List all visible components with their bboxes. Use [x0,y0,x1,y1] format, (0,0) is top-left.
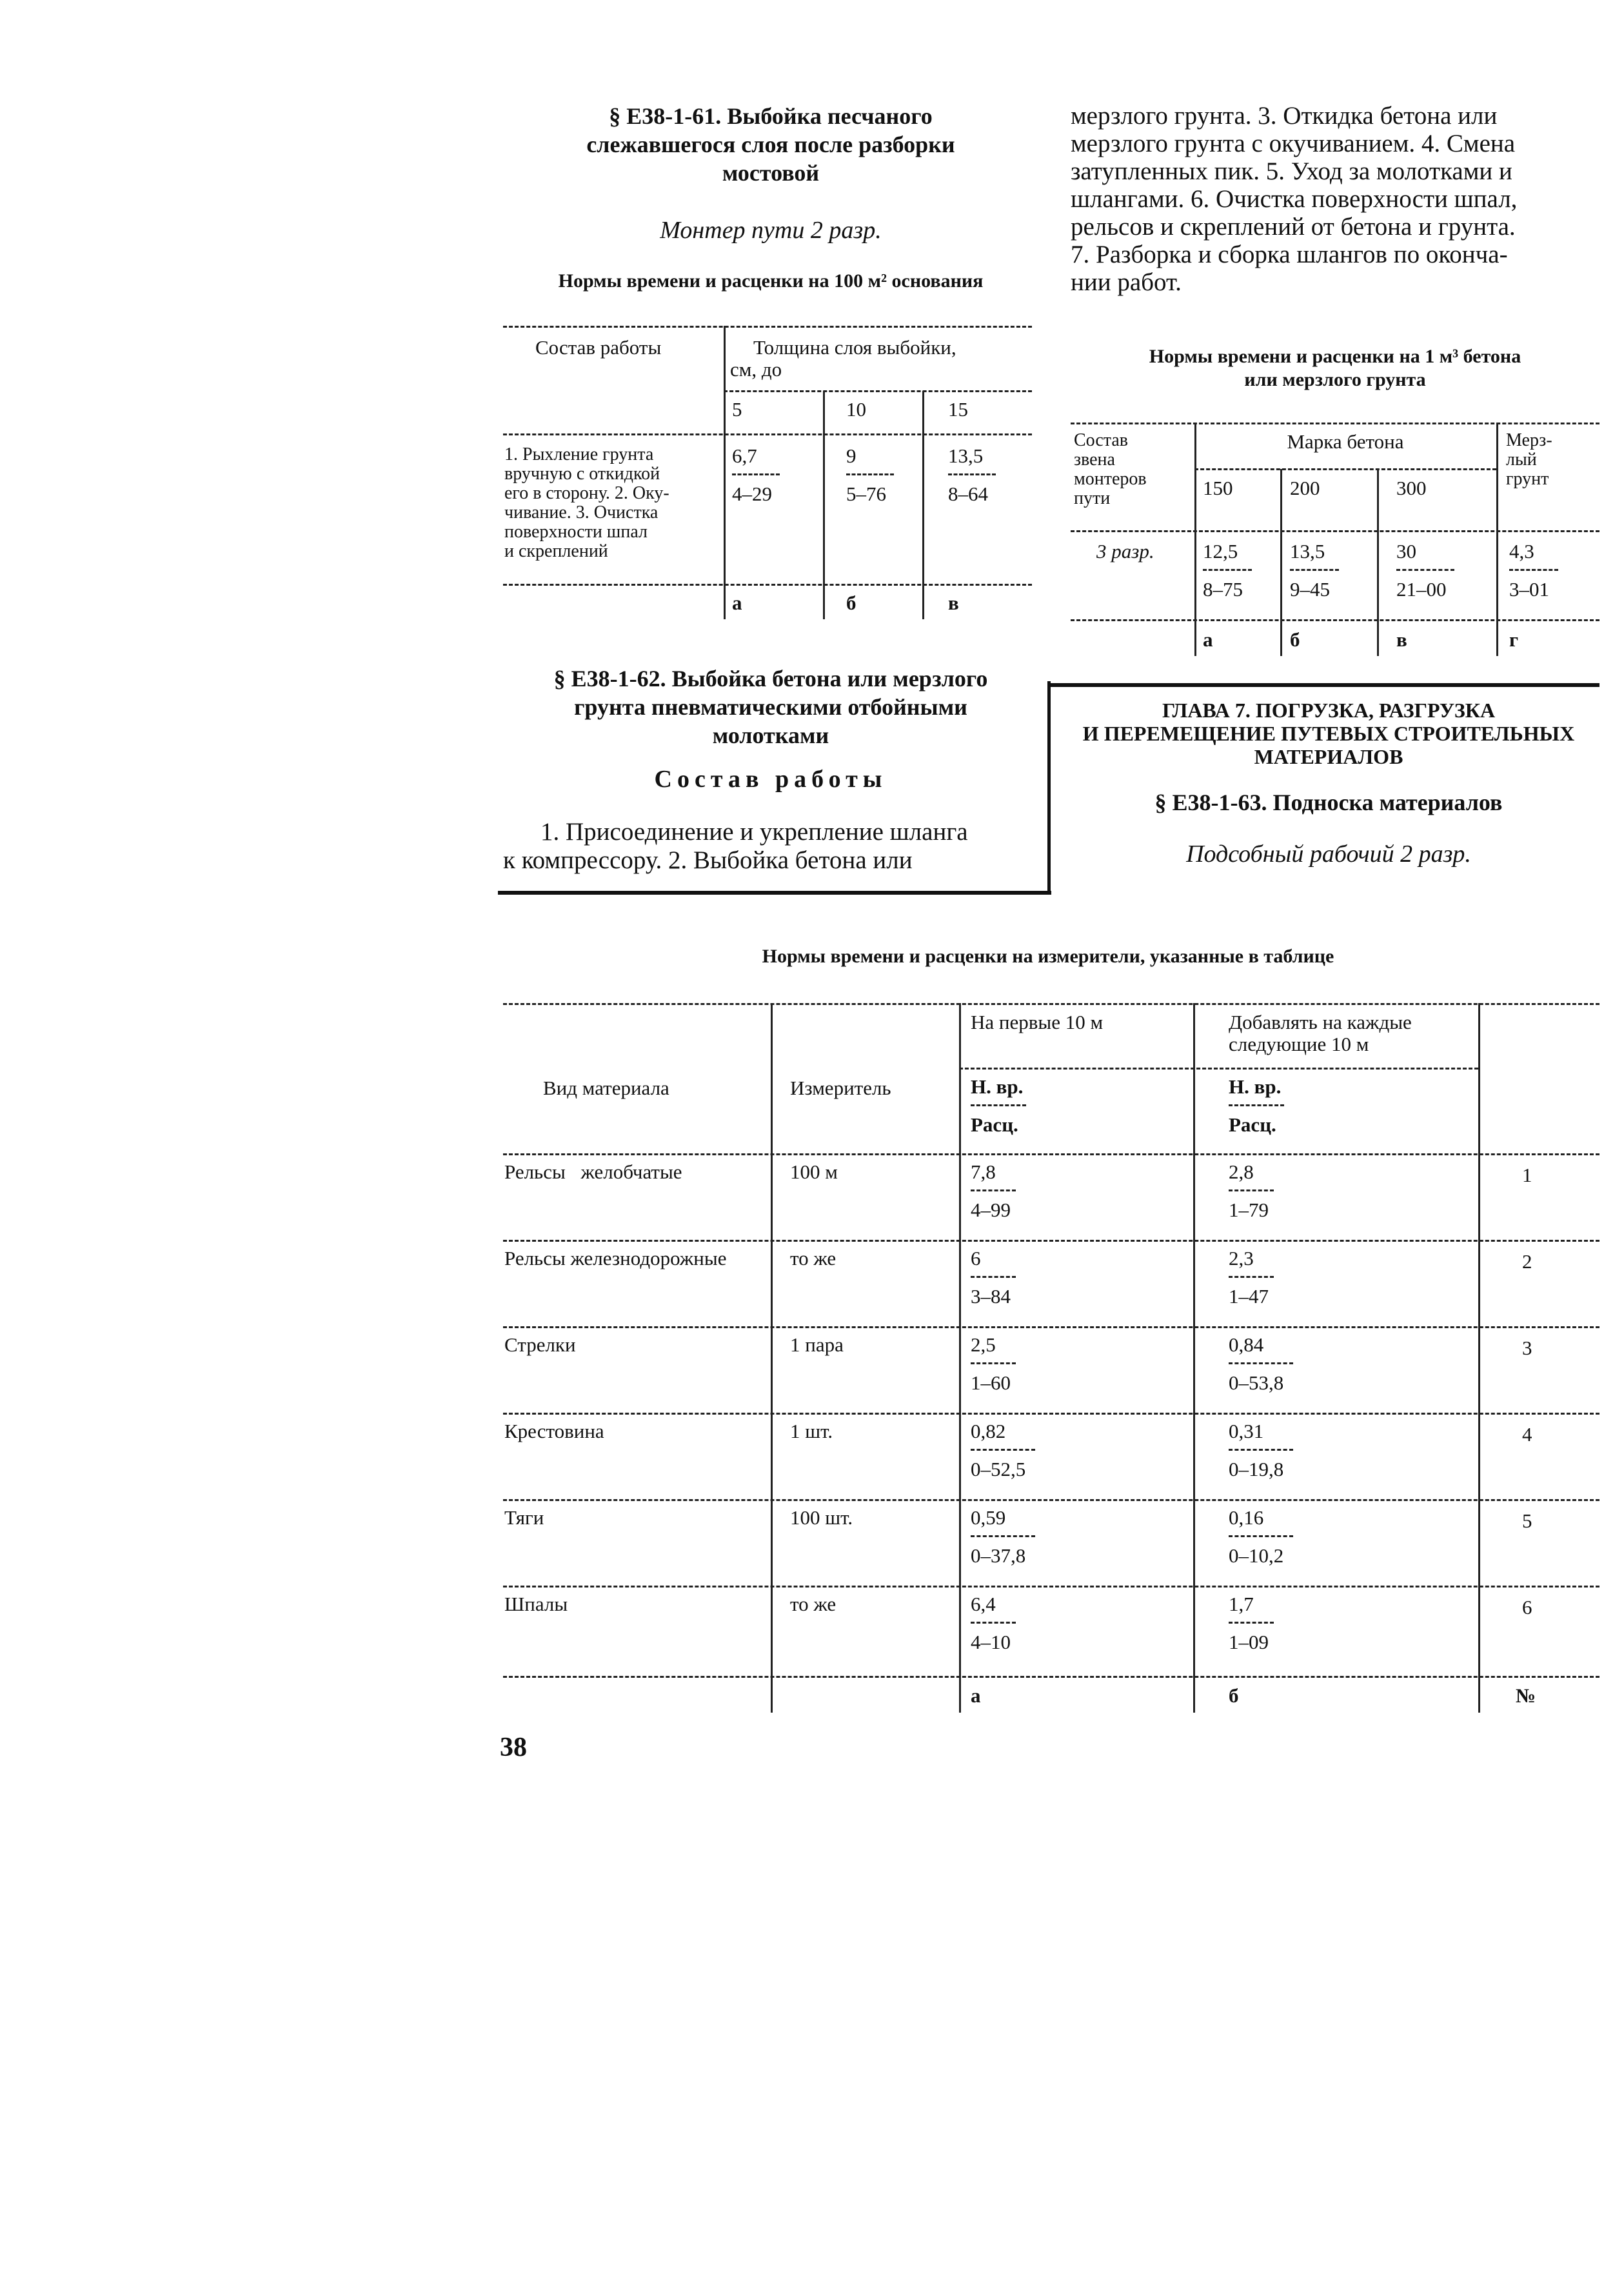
s63-row5-first [971,1507,1035,1567]
s63-row3-first-rate: 1–60 [971,1371,1011,1394]
s63-row1-first-bar [971,1189,1016,1191]
s63-vline-1 [771,1003,773,1713]
s61-row-text-line5: поверхности шпал [504,522,648,542]
s62-header-crew-line1: Состав [1074,430,1129,450]
s63-row6-first-bar [971,1622,1016,1624]
s63-row5-rule [503,1586,1599,1587]
s62-cell-b-norm: 13,5 [1290,540,1325,562]
s63-row5-add [1229,1507,1293,1567]
s61-header-mid-rule [724,390,1032,392]
s63-row6-first-norm: 6,4 [971,1593,996,1615]
s61-row-text-line4: чивание. 3. Очистка [504,503,659,522]
s62-cell-a-bar [1203,569,1252,571]
s62-cell-c-rate: 21–00 [1396,578,1447,601]
s63-row6-add [1229,1593,1274,1653]
s62-row-label: 3 разр. [1096,540,1154,562]
s62-right-line2: мерзлого грунта с окучиванием. 4. Смена [1071,130,1516,157]
s61-cell-b [846,445,894,505]
s63-row5-unit: 100 шт. [790,1506,853,1529]
s63-row1-add-norm: 2,8 [1229,1160,1254,1183]
s63-row5-first-norm: 0,59 [971,1506,1006,1529]
s61-cell-a-bar [732,473,780,475]
s62-section-bottom-rule [498,891,1051,895]
s61-row-text [504,445,720,561]
s62-cell-a-norm: 12,5 [1203,540,1238,562]
s63-row6-add-bar [1229,1622,1274,1624]
s62-cell-c [1396,541,1454,601]
s62-title-line3: молотками [712,722,829,748]
s61-worker: Монтер пути 2 разр. [660,217,882,244]
s63-row1-rule [503,1240,1599,1242]
s62-norm-caption [1064,345,1606,392]
s62-cell-d-norm: 4,3 [1509,540,1534,562]
s61-row-text-line1: 1. Рыхление грунта [504,444,654,464]
s62-table-bottom-rule [1071,619,1599,621]
s63-row3-first [971,1334,1016,1394]
s62-table-top-rule [1071,423,1599,424]
s63-row2-rule [503,1326,1599,1328]
s62-header-mark: Марка бетона [1287,430,1404,453]
s62-cell-a-rate: 8–75 [1203,578,1243,601]
s61-cell-c [948,445,996,505]
s62-work-heading: Состав работы [654,766,887,793]
s63-row1-add-rate: 1–79 [1229,1199,1269,1221]
s61-header-bottom-rule [503,433,1032,435]
s61-row-text-line6: и скреплений [504,541,608,561]
s62-title-line1: § Е38-1-62. Выбойка бетона или мерзлого [553,666,988,692]
s62-letter-a: а [1203,628,1213,651]
s61-header-thickness [730,337,956,381]
s63-row1-first [971,1161,1016,1221]
s63-vline-4 [1478,1003,1480,1713]
s61-col-15: 15 [948,398,968,421]
s61-row-text-line3: его в сторону. 2. Оку- [504,483,669,503]
s62-title-line2: грунта пневматическими отбойными [574,694,967,720]
s63-row4-first-rate: 0–52,5 [971,1458,1026,1480]
s61-cell-b-bar [846,473,894,475]
s63-header-add-line2: следующие 10 м [1229,1033,1369,1055]
s63-row2-first [971,1248,1016,1308]
s61-table-top-rule [503,326,1032,328]
s61-table-bottom-rule [503,584,1032,586]
s61-col-5: 5 [732,398,742,421]
s63-header-first: На первые 10 м [971,1011,1104,1033]
s62-body-line1: 1. Присоединение и укрепление шланга [540,818,968,846]
s63-row4-add-rate: 0–19,8 [1229,1458,1284,1480]
s63-row5-first-rate: 0–37,8 [971,1544,1026,1567]
s61-table-vline-1 [724,326,726,619]
s63-row5-add-bar [1229,1535,1293,1537]
s63-header-unit: Измеритель [790,1077,891,1099]
s63-row4-first-bar [971,1449,1035,1451]
page-number: 38 [500,1733,527,1762]
chapter-heading-line3: МАТЕРИАЛОВ [1254,745,1403,768]
s63-row5-add-rate: 0–10,2 [1229,1544,1284,1567]
s63-row4-unit: 1 шт. [790,1420,833,1442]
s63-worker: Подсобный рабочий 2 разр. [1186,841,1471,868]
s62-cell-b-bar [1290,569,1339,571]
s63-row1-unit: 100 м [790,1160,838,1183]
s62-table-vline-2 [1280,469,1282,656]
s63-row4-add-bar [1229,1449,1293,1451]
s62-right-line1: мерзлого грунта. 3. Откидка бетона или [1071,102,1498,130]
s63-row2-add-bar [1229,1276,1274,1278]
s61-norm-caption: Нормы времени и расценки на 100 м² основания [558,270,984,292]
s63-row4-number: 4 [1522,1423,1532,1446]
s61-title-line1: § Е38-1-61. Выбойка песчаного [609,103,933,129]
s63-row3-name: Стрелки [504,1333,576,1356]
s63-row3-first-norm: 2,5 [971,1333,996,1356]
s63-row6-first [971,1593,1016,1653]
s63-header-add [1229,1011,1412,1055]
s61-col-10: 10 [846,398,866,421]
s62-right-line7: нии работ. [1071,268,1182,296]
s62-header-frozen-line1: Мерз- [1506,430,1552,450]
s63-row6-add-norm: 1,7 [1229,1593,1254,1615]
s62-body-line2: к компрессору. 2. Выбойка бетона или [503,846,913,874]
s62-mark-150: 150 [1203,477,1233,499]
s63-row6-unit: то же [790,1593,837,1615]
s63-header-first-rasc: Расц. [971,1113,1018,1136]
s61-cell-c-bar [948,473,996,475]
s63-row2-number: 2 [1522,1250,1532,1273]
s63-row4-first [971,1420,1035,1480]
s63-header-bottom-rule [503,1153,1599,1155]
s62-cell-a [1203,541,1252,601]
s63-row1-first-norm: 7,8 [971,1160,996,1183]
s63-header-first-nvr: Н. вр. [971,1075,1024,1098]
s61-header-thickness-line2: см, до [730,358,782,381]
chapter-heading-line1: ГЛАВА 7. ПОГРУЗКА, РАЗГРУЗКА [1162,699,1496,722]
s63-header-mid-rule [959,1068,1478,1070]
s63-row3-add-norm: 0,84 [1229,1333,1264,1356]
s63-row1-add [1229,1161,1274,1221]
s63-row2-add-norm: 2,3 [1229,1247,1254,1269]
s63-vline-3 [1193,1003,1195,1713]
s63-letter-number: № [1516,1684,1536,1707]
s63-row6-name: Шпалы [504,1593,568,1615]
s63-row4-rule [503,1499,1599,1501]
s63-row2-name: Рельсы железнодорожные [504,1247,727,1269]
s62-body-left [503,818,1032,875]
s62-title [497,664,1045,750]
chapter-top-rule [1048,683,1599,687]
s63-row5-add-norm: 0,16 [1229,1506,1264,1529]
s63-vline-2 [959,1003,961,1713]
s63-header-add-norm [1229,1076,1284,1136]
s63-row5-name: Тяги [504,1506,544,1529]
s62-body-right [1071,102,1599,296]
s62-cell-d [1509,541,1558,601]
s62-mark-300: 300 [1396,477,1427,499]
column-divider-left-bottom [1047,681,1051,894]
s62-header-bottom-rule [1071,530,1599,532]
s63-row1-name: Рельсы желобчатые [504,1160,682,1183]
s62-header-crew-line3: монтеров [1074,469,1147,489]
s63-row6-add-rate: 1–09 [1229,1631,1269,1653]
s63-row5-number: 5 [1522,1509,1532,1532]
s62-header-crew [1074,431,1147,508]
s62-letter-b: б [1290,628,1300,651]
s61-cell-a-rate: 4–29 [732,483,772,505]
s62-norm-caption-line1: Нормы времени и расценки на 1 м³ бетона [1149,346,1521,367]
s63-row3-add-bar [1229,1362,1293,1364]
s62-header-crew-line2: звена [1074,450,1115,470]
s61-cell-a [732,445,780,505]
s61-title-line3: мостовой [722,160,820,186]
s62-letter-c: в [1396,628,1407,651]
s63-row4-first-norm: 0,82 [971,1420,1006,1442]
s63-header-add-bar [1229,1104,1284,1106]
s63-row2-first-norm: 6 [971,1247,981,1269]
s63-row2-unit: то же [790,1247,837,1269]
s62-header-frozen [1506,431,1552,489]
s61-header-thickness-line1: Толщина слоя выбойки, [753,336,956,359]
s63-header-add-line1: Добавлять на каждые [1229,1011,1412,1033]
chapter-heading-line2: И ПЕРЕМЕЩЕНИЕ ПУТЕВЫХ СТРОИТЕЛЬНЫХ [1082,722,1575,745]
s63-row1-first-rate: 4–99 [971,1199,1011,1221]
s63-row1-number: 1 [1522,1164,1532,1186]
s63-row2-first-bar [971,1276,1016,1278]
s62-right-line6: 7. Разборка и сборка шлангов по оконча- [1071,241,1508,268]
s61-cell-a-norm: 6,7 [732,444,757,467]
s61-letter-a: а [732,592,742,614]
s63-row3-unit: 1 пара [790,1333,844,1356]
s61-cell-b-norm: 9 [846,444,857,467]
s63-row6-number: 6 [1522,1596,1532,1618]
s62-header-crew-line4: пути [1074,488,1111,508]
s63-row3-add-rate: 0–53,8 [1229,1371,1284,1394]
s62-cell-d-rate: 3–01 [1509,578,1549,601]
s63-row4-add [1229,1420,1293,1480]
s63-header-add-rasc: Расц. [1229,1113,1276,1136]
s63-row2-add [1229,1248,1274,1308]
s63-table-top-rule [503,1003,1599,1005]
s61-row-text-line2: вручную с откидкой [504,464,660,484]
s63-row5-first-bar [971,1535,1035,1537]
s62-header-frozen-line3: грунт [1506,469,1549,489]
s61-title-line2: слежавшегося слоя после разборки [586,132,955,157]
s61-letter-b: б [846,592,857,614]
s63-header-add-nvr: Н. вр. [1229,1075,1282,1098]
s63-letter-a: а [971,1684,981,1707]
chapter-heading [1058,699,1599,768]
s62-table-vline-3 [1377,469,1379,656]
s62-cell-b-rate: 9–45 [1290,578,1330,601]
s61-header-work: Состав работы [535,336,662,359]
s63-row2-first-rate: 3–84 [971,1285,1011,1308]
s63-row4-name: Крестовина [504,1420,604,1442]
s61-cell-c-rate: 8–64 [948,483,988,505]
s63-norm-caption: Нормы времени и расценки на измерители, указанные в таблице [762,946,1334,967]
s62-norm-caption-line2: или мерзлого грунта [1244,369,1426,390]
s63-row3-first-bar [971,1362,1016,1364]
s63-row1-add-bar [1229,1189,1274,1191]
s62-right-line4: шлангами. 6. Очистка поверхности шпал, [1071,185,1518,213]
s63-header-first-bar [971,1104,1026,1106]
s62-right-line5: рельсов и скреплений от бетона и грунта. [1071,213,1516,241]
s63-header-first-norm [971,1076,1026,1136]
s63-row2-add-rate: 1–47 [1229,1285,1269,1308]
s63-row3-rule [503,1413,1599,1415]
s62-letter-d: г [1509,628,1519,651]
s61-cell-b-rate: 5–76 [846,483,886,505]
s63-row3-number: 3 [1522,1337,1532,1359]
s62-mark-200: 200 [1290,477,1320,499]
s61-letter-c: в [948,592,959,614]
s63-row4-add-norm: 0,31 [1229,1420,1264,1442]
s63-header-material: Вид материала [543,1077,669,1099]
s62-cell-c-bar [1396,569,1454,571]
s63-title: § Е38-1-63. Подноска материалов [1154,790,1503,815]
s62-header-frozen-line2: лый [1506,450,1537,470]
s62-cell-d-bar [1509,569,1558,571]
s61-cell-c-norm: 13,5 [948,444,984,467]
s62-right-line3: затупленных пик. 5. Уход за молотками и [1071,157,1512,185]
s61-title [497,102,1045,187]
s62-cell-b [1290,541,1339,601]
s62-cell-c-norm: 30 [1396,540,1416,562]
s63-row6-first-rate: 4–10 [971,1631,1011,1653]
s63-row3-add [1229,1334,1293,1394]
s63-table-bottom-rule [503,1676,1599,1678]
s63-letter-b: б [1229,1684,1239,1707]
s62-header-mid-rule [1194,468,1496,470]
